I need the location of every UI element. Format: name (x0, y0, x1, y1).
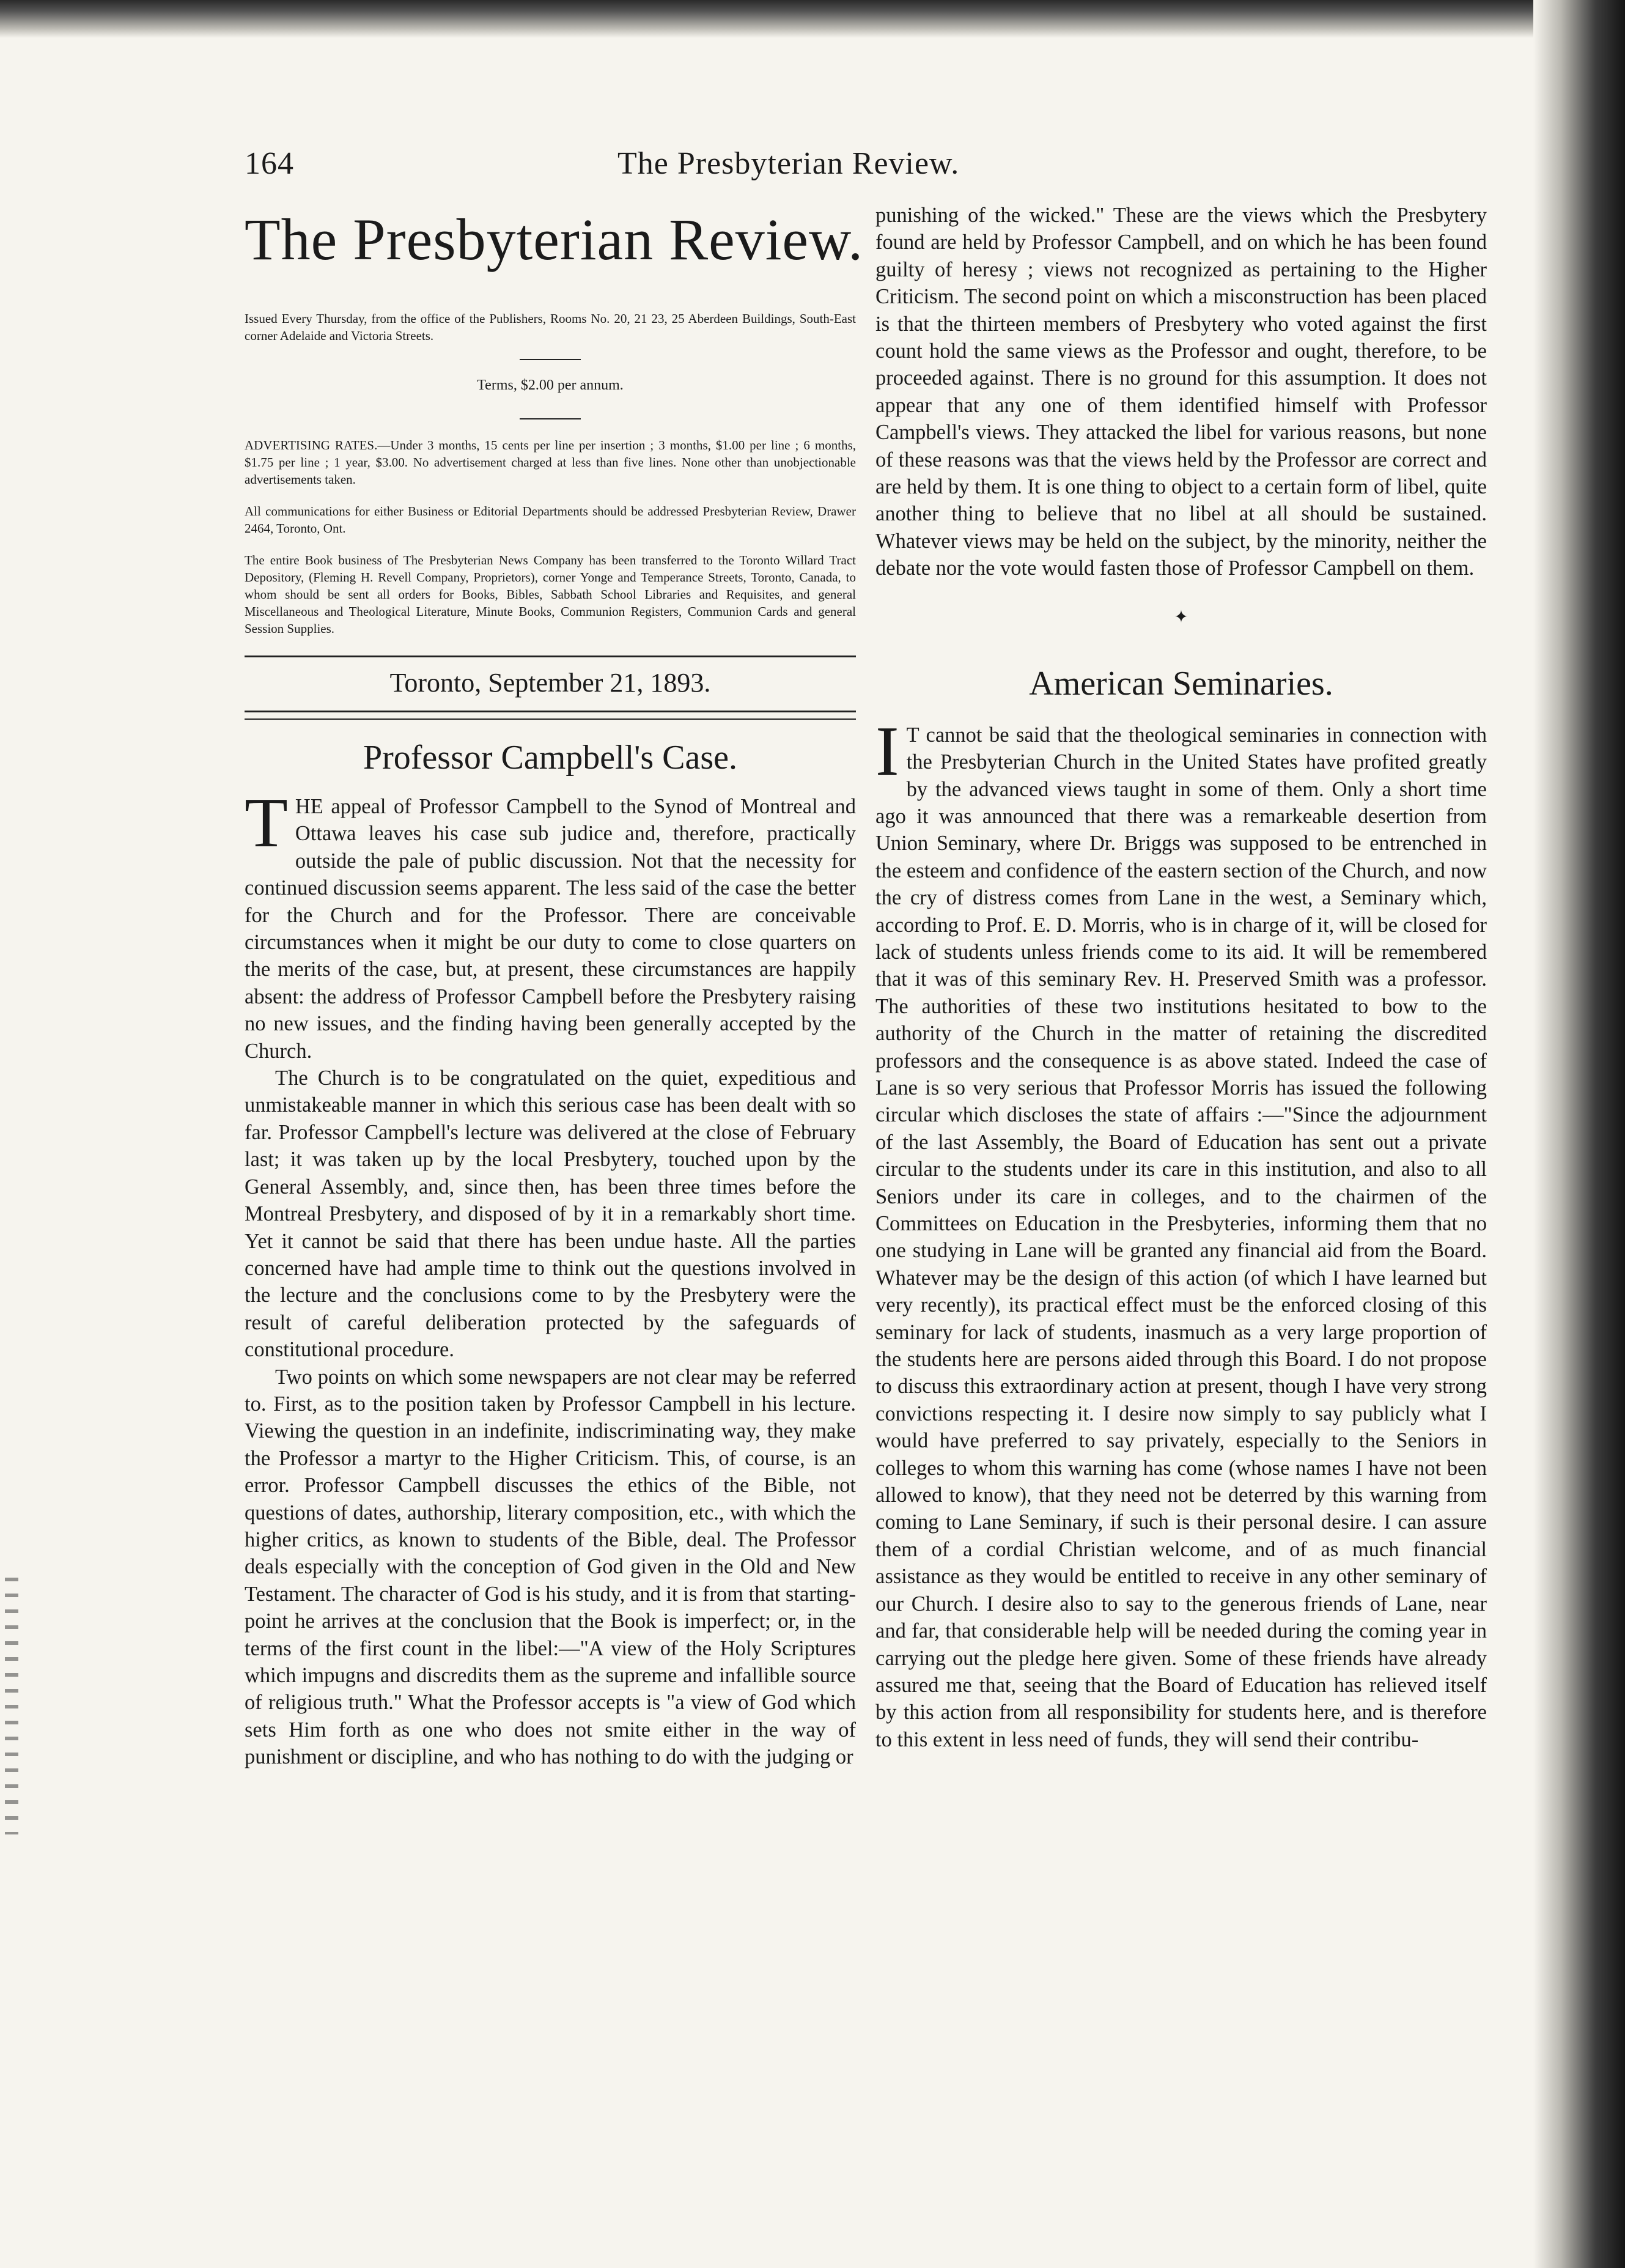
article-title: Professor Campbell's Case. (363, 739, 737, 777)
page-number: 164 (245, 146, 294, 181)
dateline: Toronto, September 21, 1893. (389, 668, 711, 698)
drop-cap: T (245, 784, 288, 862)
running-title: The Presbyterian Review. (617, 146, 960, 181)
right-column (875, 202, 1487, 1753)
masthead-terms: Terms, $2.00 per annum. (477, 377, 624, 393)
scan-edge-right (1533, 0, 1625, 2268)
scan-edge-top (0, 0, 1625, 38)
section-separator: ✦ (1174, 607, 1188, 627)
divider (520, 359, 581, 360)
article-paragraph: Two points on which some newspapers are not clear may be referred to. First, as to the position taken by Professor Campbell in his lecture. Viewing the question in an indefinite, indiscriminating way, they make the Professor a martyr to the Higher Criticism. This, of course, is an error. Professor Campbell discusses the ethics of the Bible, not questions of dates, authorship, literary composition, etc., with which the higher critics, as known to students of the Bible, deal. The Professor deals especially with the conception of God given in the Old and New Testament. The character of God is his study, and it is from that starting-point he arrives at the conclusion that the Book is imperfect; or, in the terms of the first count in the libel:—"A view of the Holy Scriptures which impugns and discredits them as the supreme and infallible source of religious truth." What the Professor accepts is "a view of God which sets Him forth as one who does not smite either in the way of punishment or discipline, and who has nothing to do with the judging or (245, 1365, 856, 1769)
article-paragraph: THE appeal of Professor Campbell to the Synod of Montreal and Ottawa leaves his case sub judice and, therefore, practically outside the pale of public discussion. Not that the necessity for continued discussion seems apparent. The less said of the case the better for the Church and for the Professor. There are conceivable circumstances when it might be our duty to come to close quarters on the merits of the case, but, at present, these circumstances are happily absent: the address of Professor Campbell before the Presbytery raising no new issues, and the finding having been generally accepted by the Church. (245, 784, 856, 1063)
drop-cap: I (875, 712, 899, 791)
running-head (245, 146, 1498, 194)
double-rule (245, 711, 856, 720)
article-paragraph: The Church is to be congratulated on the quiet, expeditious and unmistakeable manner in which this serious case has been dealt with so far. Professor Campbell's lecture was delivered at the close of February last; it was taken up by the local Presbytery, touched upon by the General Assembly, and, since then, has been three times before the Montreal Presbytery, and disposed of by it in a remarkably short time. Yet it cannot be said that there has been undue haste. All the parties concerned have had ample time to think out the questions involved in the lecture and the conclusions come to by the Presbytery were the result of careful deliberation protected by the safeguards of constitutional procedure. (245, 1066, 856, 1362)
article-paragraph: I T cannot be said that the theological seminaries in connection with the Presbyterian Church in the United States have profited greatly by the advanced views taught in some of them. Only a short time ago it was announced that there was a remarkeable desertion from Union Seminary, where Dr. Briggs was supposed to be entrenched in the esteem and confidence of the eastern section of the Church, and now the cry of distress comes from Lane in the west, a Seminary which, according to Prof. E. D. Morris, who is in charge of it, will be closed for lack of students unless friends come to its aid. It will be remembered that it was of this seminary Rev. H. Preserved Smith was a professor. The authorities of these two institutions hesitated to bow to the authority of the Church in the matter of retaining the discredited professors and the consequence is as above stated. Indeed the case of Lane is so very serious that Professor Morris has issued the following circular which discloses the state of affairs :—"Since the adjournment of the last Assembly, the Board of Education has sent out a private circular to the students under its care in this institution, and also to all Seniors under its care in colleges, and to the chairmen of the Committees on Education in the Presbyteries, informing them that no one studying in Lane will be granted any financial aid from the Board. Whatever may be the design of this action (of which I have learned but very recently), its practical effect must be the enforced closing of this seminary for lack of students, inasmuch as a very large proportion of the students here are persons aided through this Board. I do not propose to discuss this extraordinary action at present, though I have very strong convictions respecting it. I desire now simply to say publicly what I would have preferred to say privately, especially to the Seniors in colleges to whom this warning has come (whose names I have not been allowed to know), that they need not be deterred by this warning from coming to Lane Seminary, if such is their personal desire. I can assure them of a cordial Christian welcome, and of as much financial assistance as they would be entitled to receive in any other seminary of our Church. I desire also to say to the generous friends of Lane, near and far, that considerable help will be needed during the coming year in carrying out the pledge here given. Some of these friends have already assured me that, seeing that the Board of Education has relieved itself by this action from all responsibility for students here, and is therefore to this extent in less need of funds, they will send their contribu- (875, 712, 1487, 1751)
article-title: American Seminaries. (1029, 664, 1333, 703)
divider (245, 656, 856, 657)
binding-marks (5, 1578, 18, 1834)
masthead-book-business: The entire Book business of The Presbyterian News Company has been transferred to the Toronto Willard Tract Depository, (Fleming H. Revell Company, Proprietors), corner Yonge and Temperance Streets, Toronto, Canada, to whom should be sent all orders for Books, Bibles, Sabbath School Libraries and Requisites, and general Miscellaneous and Theological Literature, Minute Books, Communion Registers, Communion Cards and general Session Supplies. (245, 553, 856, 636)
article-continuation: punishing of the wicked." These are the views which the Presbytery found are held by Professor Campbell, and on which he has been found guilty of heresy ; views not recognized as pertaining to the Higher Criticism. The second point on which a misconstruction has been placed is that the thirteen members of Presbytery who voted against the first count hold the same views as the Professor and ought, therefore, to be proceeded against. There is no ground for this assumption. It does not appear that any one of them identified himself with Professor Campbell's views. They attacked the libel for various reasons, but none of these reasons was that the views held by the Professor are correct and are held by them. It is one thing to object to a certain form of libel, quite another thing to believe that no libel at all should be sustained. Whatever views may be held on the subject, by the minority, neither the debate nor the vote would fasten those of Professor Campbell on them. (875, 204, 1487, 580)
masthead-title: The Presbyterian Review. (245, 207, 864, 272)
masthead-communications: All communications for either Business or Editorial Departments should be addressed Presbyterian Review, Drawer 2464, Toronto, Ont. (245, 504, 856, 536)
masthead-advertising: ADVERTISING RATES.—Under 3 months, 15 cents per line per insertion ; 3 months, $1.00 per line ; 6 months, $1.75 per line ; 1 year, $3.00. No advertisement charged at less than five lines. None other than unobjectionable advertisements taken. (245, 438, 856, 487)
masthead-issued: Issued Every Thursday, from the office of the Publishers, Rooms No. 20, 21 23, 25 Aberdeen Buildings, South-East corner Adelaide and Victoria Streets. (245, 311, 856, 343)
divider (520, 418, 581, 419)
left-column (245, 202, 864, 1771)
